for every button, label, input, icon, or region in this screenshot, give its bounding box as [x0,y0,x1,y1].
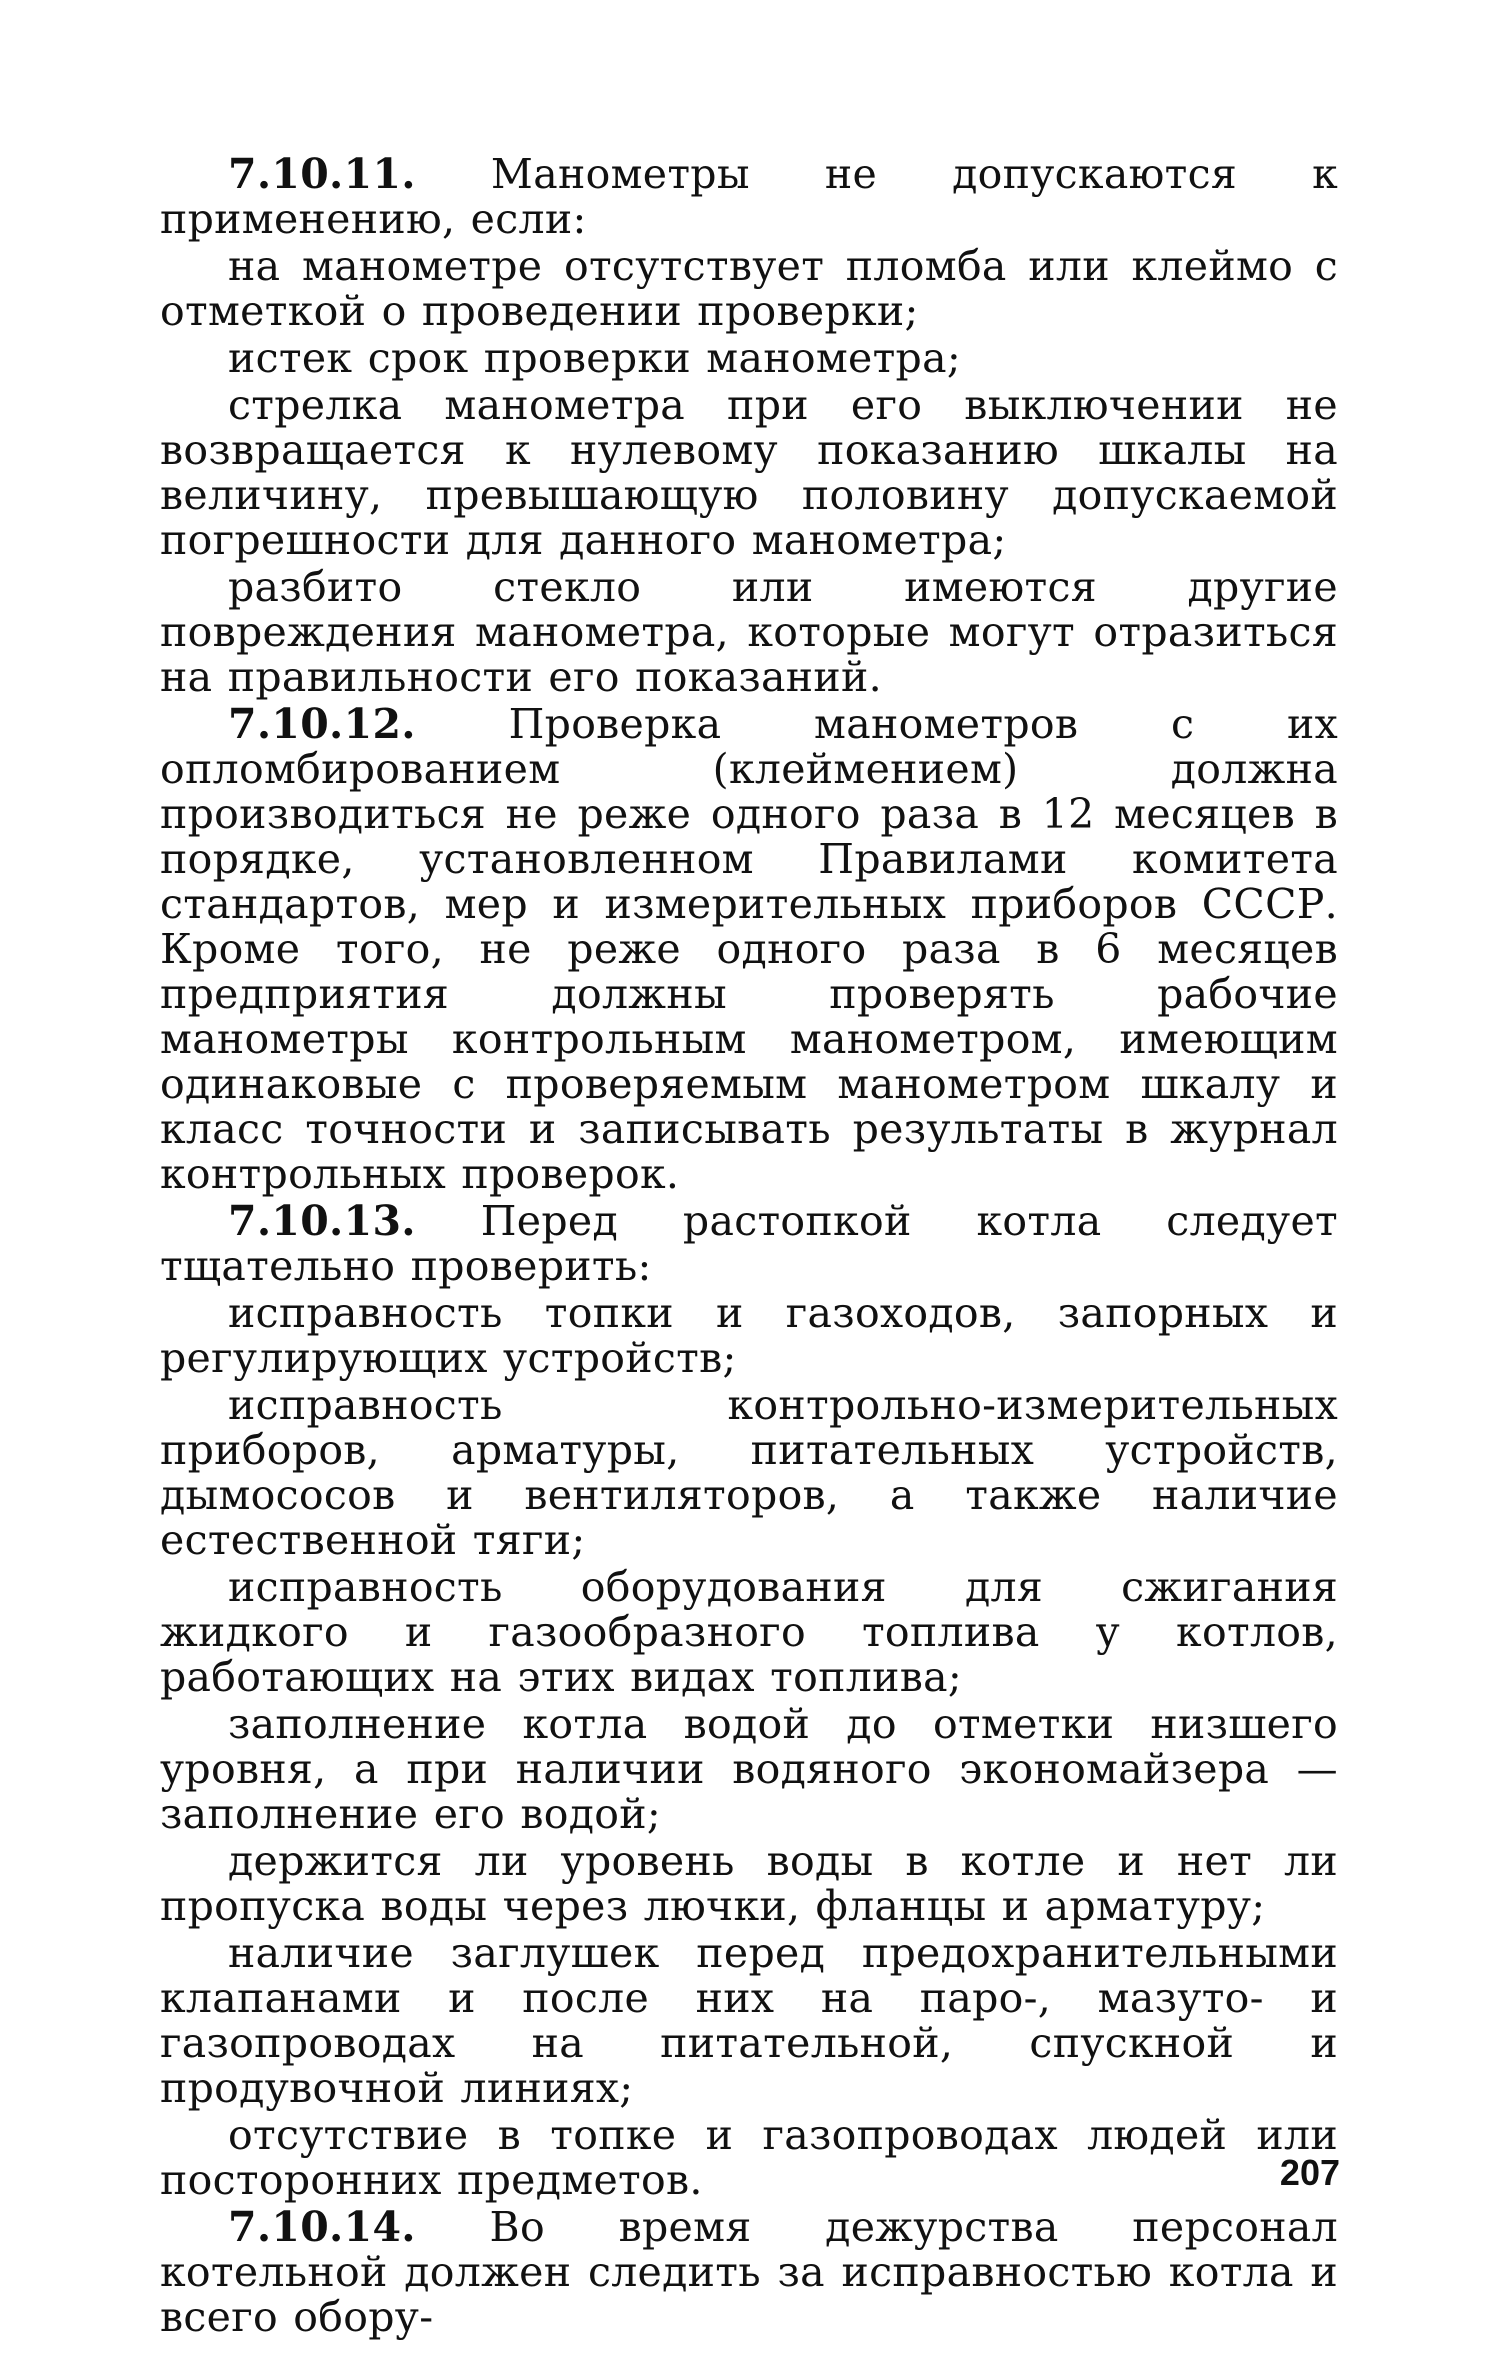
section-7-10-13-heading [160,1199,1338,1289]
document-page [160,152,1338,2340]
page-number: 207 [1279,2152,1340,2193]
list-item: заполнение котла водой до отметки низшего уровня, а при наличии водяного экономайзера — заполнение его водой; [160,1700,1338,1838]
section-intro: Проверка манометров с их опломбированием (клеймением) должна производиться не реже одного раза в 12 месяцев в порядке, установленном Правилами комитета стандартов, мер и измерительных приборов СССР. Кроме того, не реже одного раза в 6 месяцев предприятия должны проверять рабочие манометры контрольным манометром, имеющим одинаковые с проверяемым манометром шкалу и класс точности и записывать результаты в журнал контрольных проверок. [160,700,1338,1198]
list-item: исправность контрольно-измерительных приборов, арматуры, питательных устройств, дымососов и вентиляторов, а также наличие естественной тяги; [160,1381,1338,1564]
list-item: стрелка манометра при его выключении не возвращается к нулевому показанию шкалы на величину, превышающую половину допускаемой погрешности для данного манометра; [160,381,1338,564]
section-intro: Манометры не допускаются к применению, если: [160,150,1338,243]
list-item: исправность оборудования для сжигания жидкого и газообразного топлива у котлов, работающих на этих видах топлива; [160,1563,1338,1701]
list-item: отсутствие в топке и газопроводах людей или посторонних предметов. [160,2111,1338,2204]
section-intro: Перед растопкой котла следует тщательно проверить: [160,1197,1338,1290]
list-item: наличие заглушек перед предохранительными клапанами и после них на паро-, мазуто- и газопроводах на питательной, спускной и продувочной линиях; [160,1929,1338,2112]
list-item: разбито стекло или имеются другие повреждения манометра, которые могут отразиться на правильности его показаний. [160,563,1338,701]
section-number: 7.10.13. [228,1197,416,1245]
section-7-10-11-heading [160,152,1338,242]
section-number: 7.10.12. [228,700,416,748]
list-item: на манометре отсутствует пломба или клеймо с отметкой о проведении проверки; [160,242,1338,335]
section-intro: Во время дежурства персонал котельной должен следить за исправностью котла и всего обору- [160,2203,1338,2341]
list-item: истек срок проверки манометра; [228,334,961,382]
section-number: 7.10.14. [228,2203,416,2251]
section-7-10-12-paragraph [160,702,1338,1197]
list-item: держится ли уровень воды в котле и нет ли пропуска воды через лючки, фланцы и арматуру; [160,1837,1338,1930]
list-item: исправность топки и газоходов, запорных и регулирующих устройств; [160,1289,1338,1382]
section-7-10-14-paragraph [160,2205,1338,2340]
section-number: 7.10.11. [228,150,416,198]
